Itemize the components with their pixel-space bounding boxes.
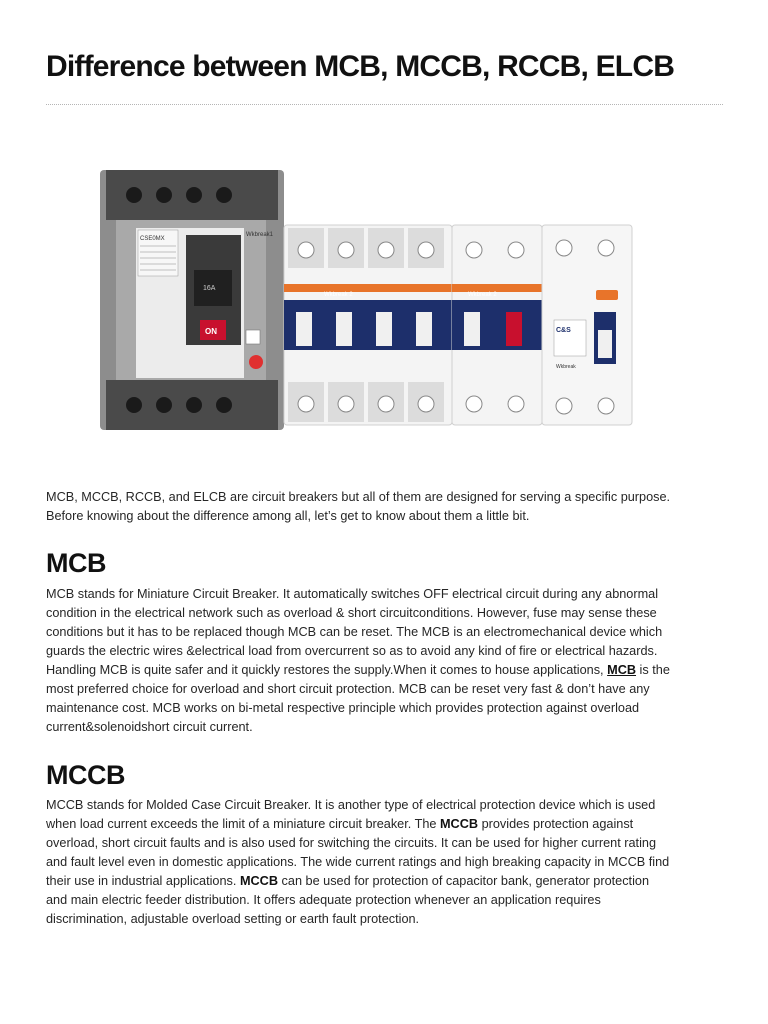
mcb-line <box>46 661 728 680</box>
mcb-line: MCB stands for Miniature Circuit Breaker. It automatically switches OFF electrical circuit during any abnormal <box>46 587 659 601</box>
mcb-line-text: is the <box>636 663 670 677</box>
mccb-line: MCCB stands for Molded Case Circuit Breaker. It is another type of electrical protection device which is used <box>46 798 656 812</box>
mccb-heading: MCCB <box>46 760 125 790</box>
rccb-logo-label: C&S <box>556 327 571 334</box>
mcb-brand-label: Wkbreak 2 <box>324 292 353 298</box>
mcb-line: condition in the electrical network such as overload & short circuitconditions. However, fuse may sense these <box>46 606 657 620</box>
mcb-4pole-device <box>284 225 452 425</box>
mcb-link[interactable]: MCB <box>607 663 637 677</box>
mccb-line: and main electric feeder distribution. It offers adequate protection whenever an application requires <box>46 893 601 907</box>
mccb-paragraph <box>46 796 728 929</box>
mccb-line-text: can be used for protection of capacitor bank, generator protection <box>278 874 650 888</box>
mcb-line: guards the electric wires &electrical load from overcurrent so as to avoid any kind of fire or electrical hazards. <box>46 644 658 658</box>
mcb-line: most preferred choice for overload and short circuit protection. MCB can be reset very fast & don’t have any <box>46 682 650 696</box>
mcb-line: conditions but it has to be replaced though MCB can be reset. The MCB is an electromechanical device which <box>46 625 663 639</box>
mcb2-brand-label: Wkbreak 2 <box>468 292 497 298</box>
mccb-line-text: their use in industrial applications. <box>46 874 240 888</box>
mccb-on-button-label: ON <box>205 327 217 336</box>
mccb-line: and fault level even in domestic applications. The wide current ratings and high breaking capacity in MCCB find <box>46 855 670 869</box>
mccb-line <box>46 872 728 891</box>
mccb-brand-label: Wkbreak1 <box>246 232 274 238</box>
mccb-line: overload, short circuit faults and is also used for switching the circuits. It can be used for higher current rating <box>46 836 657 850</box>
mcb-heading: MCB <box>46 548 106 578</box>
mcb-line: current&solenoidshort circuit current. <box>46 720 253 734</box>
circuit-breakers-photo <box>96 140 676 480</box>
mccb-line <box>46 815 728 834</box>
intro-line: Before knowing about the difference among all, let’s get to know about them a little bit. <box>46 509 530 523</box>
mccb-model-label: CSE0MX <box>140 236 165 242</box>
mccb-line: discrimination, adjustable overload setting or earth fault protection. <box>46 912 420 926</box>
rccb-device <box>542 225 632 425</box>
rccb-brand-label: Wkbreak <box>556 364 576 370</box>
mcb-2pole-device <box>452 225 542 425</box>
mccb-bold-term: MCCB <box>439 817 479 831</box>
title-divider <box>46 104 723 105</box>
mccb-device <box>100 170 284 430</box>
intro-line: MCB, MCCB, RCCB, and ELCB are circuit breakers but all of them are designed for serving a specific purpose. <box>46 490 671 504</box>
mccb-handle-label: 16A <box>203 285 216 292</box>
intro-paragraph <box>46 488 728 526</box>
mccb-bold-term: MCCB <box>239 874 279 888</box>
mcb-line: maintenance cost. MCB works on bi-metal respective principle which provides protection against overload <box>46 701 640 715</box>
page-title: Difference between MCB, MCCB, RCCB, ELCB <box>46 50 675 83</box>
mccb-line-text: provides protection against <box>478 817 634 831</box>
mcb-line-text: Handling MCB is quite safer and it quickly restores the supply.When it comes to house applications, <box>46 663 608 677</box>
mccb-line-text: when load current exceeds the limit of a miniature circuit breaker. The <box>46 817 440 831</box>
mcb-paragraph <box>46 585 728 737</box>
